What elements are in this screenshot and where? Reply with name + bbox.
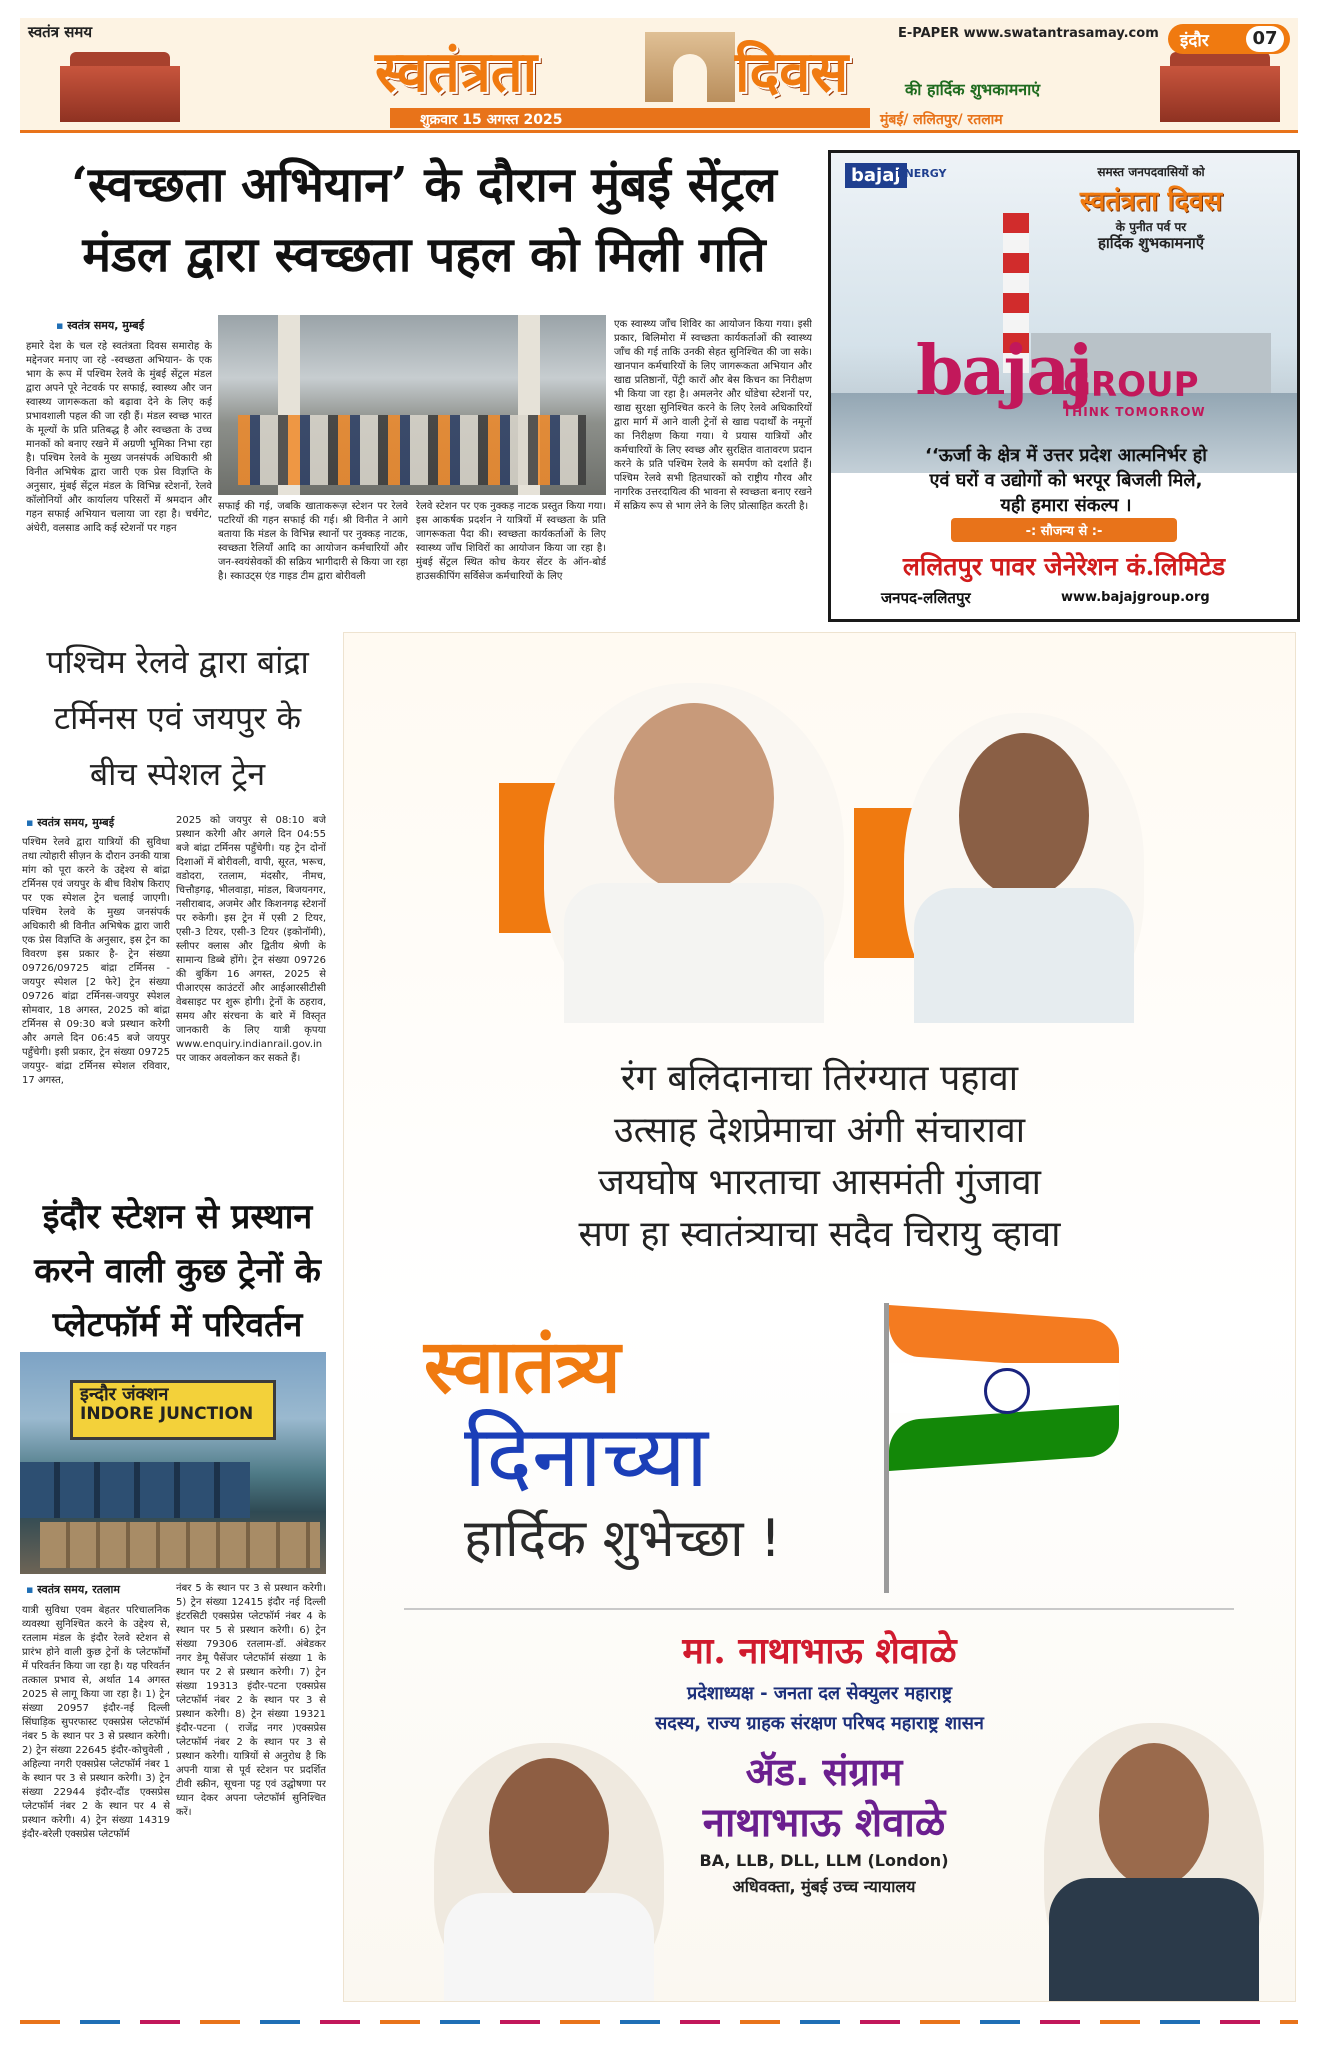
advocate-court: अधिवक्ता, मुंबई उच्च न्यायालय xyxy=(732,1877,916,1896)
masthead-title-part1: स्वतंत्रता xyxy=(375,39,538,105)
station-board-english: INDORE JUNCTION xyxy=(80,1404,254,1424)
story1-byline: ▪ स्वतंत्र समय, मुम्बई xyxy=(56,318,144,333)
bajaj-energy-logo: bajaj xyxy=(845,163,907,188)
flag-green-band xyxy=(889,1405,1119,1471)
story3-headline-line1: इंदौर स्टेशन से प्रस्थान xyxy=(42,1197,313,1237)
courtesy-label: -: सौजन्य से :- xyxy=(1025,524,1103,539)
bajaj-energy-label: ENERGY xyxy=(897,167,947,180)
ashoka-chakra-icon xyxy=(984,1368,1030,1414)
ad-greeting-line1: समस्त जनपदवासियों को xyxy=(1097,165,1205,179)
story1-column-4: एक स्वास्थ्य जाँच शिविर का आयोजन किया गया। इसी प्रकार, बिलिमोरा में स्वच्छता कार्यकर्ताओं की स्वास्थ्य जाँच की गई ताकि उनकी सेहत सुनिश्चित की जा सके। खानपान कर्मचारियों के लिए जागरूकता अभियान और खाद्य प्रतिष्ठानों, पेंट्री कारों और बेस किचन का निरीक्षण भी किया जा रहा है। अमलनेर और धोंडेचा स्टेशनों पर, खाद्य सुरक्षा सुनिश्चित करने के लिए रेलवे अधिकारियों द्वारा मार्ग में आने वाली ट्रेनों से खाद्य पदार्थों के नमूनों का निरीक्षण किया गया। ये प्रयास यात्रियों और कर्मचारियों के लिए स्वच्छ और सुरक्षित वातावरण प्रदान करने के प्रति पश्चिम रेलवे के समर्पण को दर्शाते हैं। पश्चिम रेलवे सभी हितधारकों को राष्ट्रीय गौरव और नागरिक उत्तरदायित्व की भावना से स्वच्छता बनाए रखने में सक्रिय रूप से भाग लेने के लिए प्रोत्साहित करती है। xyxy=(614,319,812,512)
poem-line1: रंग बलिदानाचा तिरंग्यात पहावा xyxy=(620,1058,1019,1099)
story3-headline-line3: प्लेटफॉर्म में परिवर्तन xyxy=(52,1305,303,1345)
ad-divider xyxy=(404,1608,1234,1610)
masthead-greeting: की हार्दिक शुभकामनाएं xyxy=(905,80,1041,99)
bajaj-group-advertisement xyxy=(828,150,1300,622)
marathi-poem xyxy=(344,1053,1295,1261)
masthead xyxy=(20,18,1298,133)
ad-quote-line1: ‘‘ऊर्जा के क्षेत्र में उत्तर प्रदेश आत्मनिर्भर हो xyxy=(925,445,1207,466)
independence-day-advertisement xyxy=(343,632,1296,2002)
cargo-trolleys xyxy=(40,1522,320,1568)
poem-line4: सण हा स्वातंत्र्याचा सदैव चिरायु व्हावा xyxy=(578,1214,1061,1255)
poem-line3: जयघोष भारताचा आसमंती गुंजावा xyxy=(598,1162,1041,1203)
advocate-name-line2: नाथाभाऊ शेवाळे xyxy=(702,1800,946,1846)
sangram-portrait xyxy=(1044,1723,1264,2001)
story3-column-1: यात्री सुविधा एवम बेहतर परिचालनिक व्यवस्था सुनिश्चित करने के उद्देश्य से, रतलाम मंडल के इंदौर रेलवे स्टेशन से प्रारंभ होने वाली कुछ ट्रेनों के प्लेटफॉर्मों में परिवर्तन किया जा रहा है। यह परिवर्तन तत्काल प्रभाव से, अर्थात 14 अगस्त 2025 से लागू किया जा रहा है। 1) ट्रेन संख्या 20957 इंदौर-नई दिल्ली सिंघाड़िक सुपरफास्ट एक्सप्रेस प्लेटफॉर्म नंबर 5 के स्थान पर 3 से प्रस्थान करेगी। 2) ट्रेन संख्या 22645 इंदौर-कोचुवेली , अहिल्या नगरी एक्सप्रेस प्लेटफॉर्म नंबर 1 के स्थान पर 3 से प्रस्थान करेगी। 3) ट्रेन संख्या 22944 इंदौर-दौंड एक्सप्रेस प्लेटफॉर्म नंबर 2 के स्थान पर 4 से प्रस्थान करेगी। 4) ट्रेन संख्या 14319 इंदौर-बरेली एक्सप्रेस प्लेटफॉर्म xyxy=(22,1605,170,1840)
story1-column-2: सफाई की गई, जबकि खाताकरूज़ स्टेशन पर रेलवे पटरियों की गहन सफाई की गई। श्री विनीत ने आगे बताया कि मंडल के विभिन्न स्थानों पर नुक्कड़ नाटक, स्वच्छता रैलियाँ आदि का आयोजन कर्मचारियों और जन-स्वयंसेवकों की सक्रिय भागीदारी से किया जा रहा है। स्काउट्स एंड गाइड टीम द्वारा बोरीवली xyxy=(218,501,408,582)
ad-greeting-line2: स्वतंत्रता दिवस xyxy=(1079,186,1223,217)
indore-junction-photo xyxy=(20,1352,326,1574)
station-board-hindi: इन्दौर जंक्शन xyxy=(80,1384,169,1405)
ad-greeting-line4: हार्दिक शुभकामनाएँ xyxy=(1097,234,1205,252)
story1-headline xyxy=(24,150,824,290)
poem-line2: उत्साह देशप्रेमाचा अंगी संचारावा xyxy=(613,1110,1026,1151)
story2-headline xyxy=(20,634,335,802)
story1-headline-line2: मंडल द्वारा स्वच्छता पहल को मिली गति xyxy=(82,227,766,283)
masthead-title-part2: दिवस xyxy=(735,39,849,105)
story3-headline xyxy=(20,1190,335,1352)
story2-column-2: 2025 को जयपुर से 08:10 बजे प्रस्थान करेगी और अगले दिन 04:55 बजे बांद्रा टर्मिनस पहुँचेगी। यह ट्रेन दोनों दिशाओं में बोरीवली, वापी, सूरत, भरूच, वडोदरा, रतलाम, मंदसौर, नीमच, चित्तौड़गढ़, भीलवाड़ा, मांडल, बिजयनगर, नसीराबाद, अजमेर और किशनगढ़ स्टेशनों पर रुकेगी। इस ट्रेन में एसी 2 टियर, एसी-3 टियर, एसी-3 टियर (इकोनॉमी), स्लीपर क्लास और द्वितीय श्रेणी के सामान्य डिब्बे होंगे। ट्रेन संख्या 09726 की बुकिंग 16 अगस्त, 2025 से पीआरएस काउंटरों और आईआरसीटीसी वेबसाइट पर शुरू होगी। ट्रेनों के ठहराव, समय और संरचना के बारे में विस्तृत जानकारी के लिए यात्री कृपया www.enquiry.indianrail.gov.in पर जाकर अवलोकन कर सकते हैं। xyxy=(176,815,326,1064)
story2-headline-line2: टर्मिनस एवं जयपुर के xyxy=(53,699,302,737)
person-role-2: सदस्य, राज्य ग्राहक संरक्षण परिषद महाराष्ट्र शासन xyxy=(655,1713,984,1734)
story3-byline: ▪ स्वतंत्र समय, रतलाम xyxy=(26,1582,120,1597)
bajaj-tagline: THINK TOMORROW xyxy=(1063,405,1206,419)
person-name: मा. नाथाभाऊ शेवाळे xyxy=(682,1630,957,1672)
red-fort-illustration-left xyxy=(60,66,180,122)
flag-saffron-band xyxy=(889,1305,1119,1371)
cleanliness-drive-photo xyxy=(218,315,606,495)
ad-quote xyxy=(851,443,1281,518)
story1-headline-line1: ‘स्वच्छता अभियान’ के दौरान मुंबई सेंट्रल xyxy=(71,157,777,213)
story1-column-3: रेलवे स्टेशन पर एक नुक्कड़ नाटक प्रस्तुत किया गया। इस आकर्षक प्रदर्शन ने यात्रियों में स्वच्छता के प्रति जागरूकता पैदा की। स्वच्छता कार्यकर्ताओं के लिए स्वास्थ्य जाँच शिविरों का आयोजन किया जा रहा है। मुंबई सेंट्रल स्थित कोच केयर सेंटर के ऑन-बोर्ड हाउसकीपिंग सर्विसेज कर्मचारियों के लिए xyxy=(416,501,606,582)
ad-quote-line3: यही हमारा संकल्प । xyxy=(1000,495,1132,516)
story1-column-1: हमारे देश के चल रहे स्वतंत्रता दिवस समारोह के मद्देनजर मनाए जा रहे -स्वच्छता अभियान- के एक भाग के रूप में पश्चिम रेलवे के मुंबई सेंट्रल मंडल द्वारा अपने पूरे नेटवर्क पर सफाई, स्वास्थ्य और जन स्वास्थ्य जागरूकता को बढ़ावा देने के लिए कई प्रभावशाली पहल की जा रही हैं। मंडल स्वच्छ भारत के मूल्यों के प्रति प्रतिबद्ध है और स्वच्छता के उच्च मानकों को बनाए रखने में अग्रणी भूमिका निभा रहा है। पश्चिम रेलवे के मुख्य जनसंपर्क अधिकारी श्री विनीत अभिषेक द्वारा जारी एक प्रेस विज्ञप्ति के अनुसार, मुंबई सेंट्रल मंडल के विभिन्न स्टेशनों, रेलवे कॉलोनियों और कार्यालय परिसरों में श्रमदान और गहन सफाई अभियान चलाया जा रहा है। चर्चगेट, अंधेरी, वलसाड आदि कई स्टेशनों पर गहन xyxy=(26,341,212,534)
bajaj-group-word: GROUP xyxy=(1063,365,1199,405)
epaper-url[interactable]: E-PAPER www.swatantrasamay.com xyxy=(898,26,1159,41)
story2-byline: ▪ स्वतंत्र समय, मुम्बई xyxy=(26,815,114,830)
leader-portrait-2 xyxy=(904,713,1144,1023)
issue-date: शुक्रवार 15 अगस्त 2025 xyxy=(420,112,563,128)
red-fort-illustration-right xyxy=(1160,66,1280,122)
sponsor-district: जनपद-ललितपुर xyxy=(881,589,971,607)
editions: मुंबई/ ललितपुर/ रतलाम xyxy=(880,112,1003,128)
leader-portrait-1 xyxy=(544,683,844,1023)
story2-headline-line3: बीच स्पेशल ट्रेन xyxy=(89,755,266,793)
wish-line3: हार्दिक शुभेच्छा ! xyxy=(464,1509,781,1569)
ad-greeting-line3: के पुनीत पर्व पर xyxy=(1115,220,1187,234)
advocate-name-line1: ॲड. संग्राम xyxy=(745,1750,903,1794)
india-gate-illustration xyxy=(645,32,735,102)
train-illustration xyxy=(20,1462,250,1518)
paper-name: स्वतंत्र समय xyxy=(28,23,93,41)
story3-headline-line2: करने वाली कुछ ट्रेनों के xyxy=(34,1251,321,1291)
city-label: इंदौर xyxy=(1180,31,1209,51)
person-role-1: प्रदेशाध्यक्ष - जनता दल सेक्युलर महाराष्ट्र xyxy=(687,1683,952,1704)
story3-column-2: नंबर 5 के स्थान पर 3 से प्रस्थान करेगी। 5) ट्रेन संख्या 12415 इंदौर नई दिल्ली इंटरसिटी एक्सप्रेस प्लेटफॉर्म नंबर 4 के स्थान पर 5 से प्रस्थान करेगी। 6) ट्रेन संख्या 79306 रतलाम-डॉ. अंबेडकर नगर डेमू पैसेंजर प्लेटफॉर्म संख्या 1 के स्थान पर 2 से प्रस्थान करेगी। 7) ट्रेन संख्या 19313 इंदौर-पटना एक्सप्रेस प्लेटफॉर्म नंबर 2 के स्थान पर 3 से प्रस्थान करेगी। 8) ट्रेन संख्या 19321 इंदौर-पटना ( राजेंद्र नगर )एक्सप्रेस प्लेटफॉर्म नंबर 2 के स्थान पर 3 से प्रस्थान करेगी। यात्रियों से अनुरोध है कि अपनी यात्रा से पूर्व स्टेशन पर प्रदर्शित टीवी स्क्रीन, सूचना पट्ट एवं उद्घोषणा पर ध्यान देकर अपना प्लेटफॉर्म सुनिश्चित करें। xyxy=(176,1583,326,1818)
sponsor-website[interactable]: www.bajajgroup.org xyxy=(1061,590,1210,605)
footer-color-strip xyxy=(20,2020,1298,2024)
advocate-degrees: BA, LLB, DLL, LLM (London) xyxy=(699,1851,949,1870)
ad-quote-line2: एवं घरों व उद्योगों को भरपूर बिजली मिले, xyxy=(929,470,1203,491)
story2-column-1: पश्चिम रेलवे द्वारा यात्रियों की सुविधा तथा त्योहारी सीज़न के दौरान उनकी यात्रा मांग को पूरा करने के उद्देश्य से बांद्रा टर्मिनस एवं जयपुर के बीच विशेष किराए पर एक स्पेशल ट्रेन चलाई जाएगी। पश्चिम रेलवे के मुख्य जनसंपर्क अधिकारी श्री विनीत अभिषेक द्वारा जारी एक प्रेस विज्ञप्ति के अनुसार, इस ट्रेन का विवरण इस प्रकार है- ट्रेन संख्या 09726/09725 बांद्रा टर्मिनस - जयपुर स्पेशल [2 फेरे] ट्रेन संख्या 09726 बांद्रा टर्मिनस-जयपुर स्पेशल सोमवार, 18 अगस्त, 2025 को बांद्रा टर्मिनस से 09:30 बजे प्रस्थान करेगी और अगले दिन 06:45 बजे जयपुर पहुँचेगी। इसी प्रकार, ट्रेन संख्या 09725 जयपुर- बांद्रा टर्मिनस स्पेशल रविवार, 17 अगस्त, xyxy=(22,837,170,1086)
page-number: 07 xyxy=(1246,26,1284,52)
sponsor-company: ललितपुर पावर जेनेरेशन कं.लिमिटेड xyxy=(902,552,1226,581)
wish-line2: दिनाच्या xyxy=(464,1407,709,1507)
wish-line1: स्वातंत्र्य xyxy=(424,1324,621,1410)
story2-headline-line1: पश्चिम रेलवे द्वारा बांद्रा xyxy=(46,643,309,681)
bajaj-group-logo: bajaj xyxy=(916,331,1091,411)
